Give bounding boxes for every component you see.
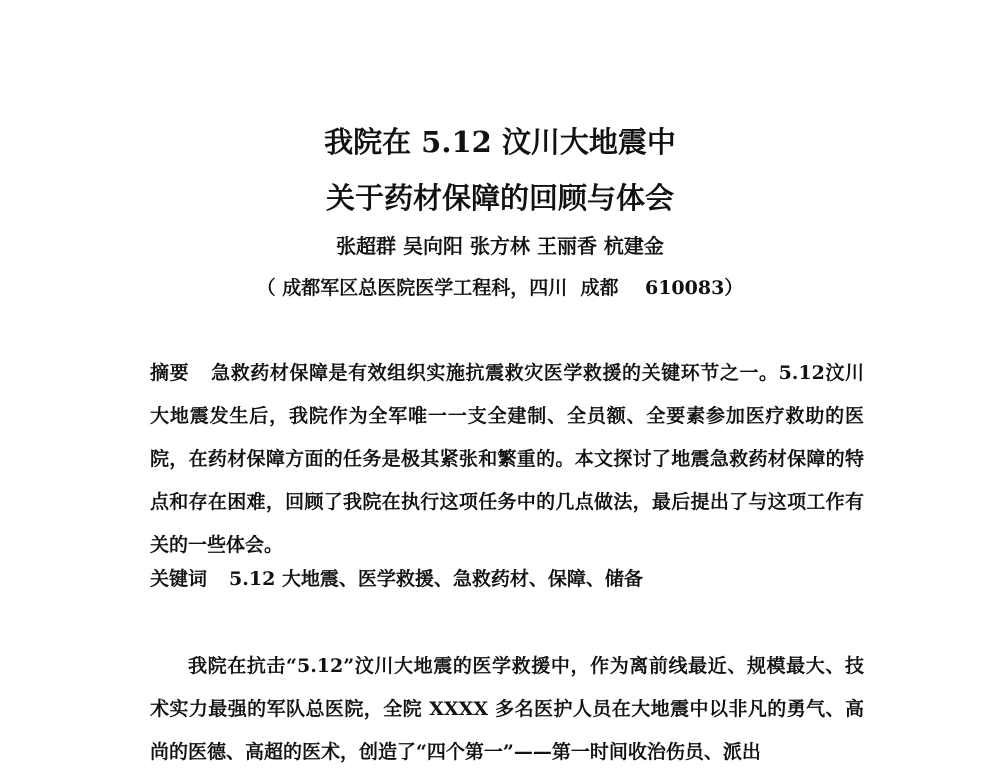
abstract	[150, 352, 864, 567]
body-paragraph-1: 我院在抗击“5.12”汶川大地震的医学救援中，作为离前线最近、规模最大、技术实力最强的军队总医院，全院 XXXX 多名医护人员在大地震中以非凡的勇气、高尚的医德、高超的医术，创造了“四个第一”——第一时间收治伤员、派出	[150, 655, 864, 763]
paper-title-line-1: 我院在 5.12 汶川大地震中	[324, 125, 676, 159]
author-list: 张超群 吴向阳 张方林 王丽香 杭建金	[336, 234, 664, 258]
paper-title-line-2: 关于药材保障的回顾与体会	[325, 181, 674, 215]
keywords	[150, 565, 864, 593]
abstract-label: 摘要	[150, 362, 190, 384]
abstract-text: 急救药材保障是有效组织实施抗震救灾医学救援的关键环节之一。5.12汶川大地震发生后，我院作为全军唯一一支全建制、全员额、全要素参加医疗救助的医院，在药材保障方面的任务是极其紧张和繁重的。本文探讨了地震急救药材保障的特点和存在困难，回顾了我院在执行这项任务中的几点做法，最后提出了与这项工作有关的一些体会。	[150, 362, 864, 556]
author-affiliation: （ 成都军区总医院医学工程科，四川 成都 610083）	[256, 277, 744, 299]
keywords-label: 关键词	[150, 568, 208, 590]
keywords-text: 5.12 大地震、医学救援、急救药材、保障、储备	[229, 568, 643, 590]
